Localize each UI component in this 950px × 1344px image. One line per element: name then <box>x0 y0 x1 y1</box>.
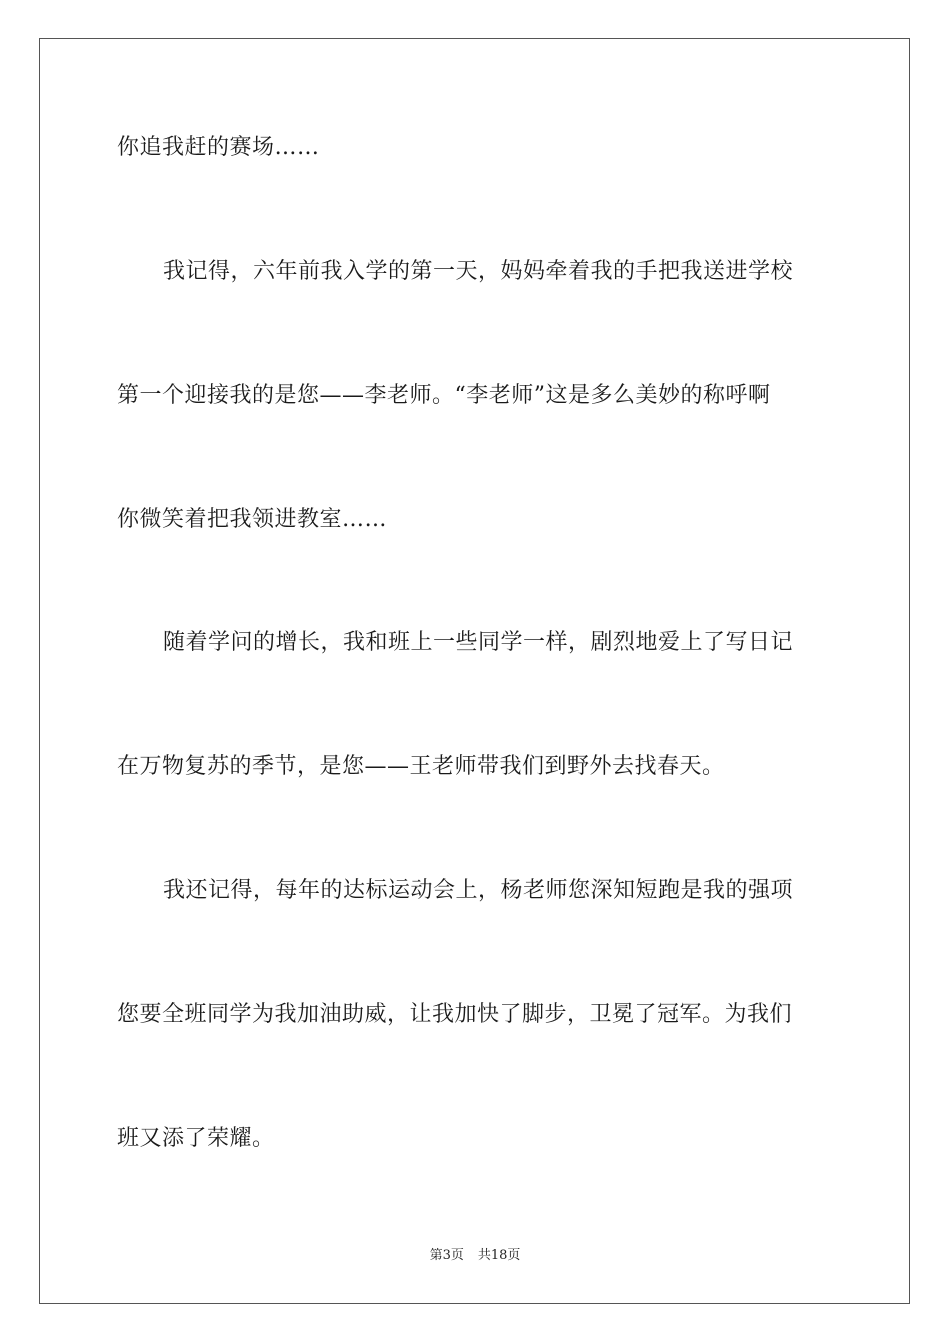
text-line-6: 在万物复苏的季节，是您——王老师带我们到野外去找春天。 <box>117 754 725 779</box>
text-line-1: 你追我赶的赛场…… <box>117 135 320 160</box>
text-line-3: 第一个迎接我的是您——李老师。“李老师”这是多么美妙的称呼啊 <box>117 383 771 408</box>
page-footer <box>0 1247 950 1265</box>
text-line-4: 你微笑着把我领进教室…… <box>117 507 388 532</box>
text-line-2: 我记得，六年前我入学的第一天，妈妈牵着我的手把我送进学校 <box>163 259 794 284</box>
text-line-7: 我还记得，每年的达标运动会上，杨老师您深知短跑是我的强项 <box>163 878 794 903</box>
page-border <box>39 38 910 1304</box>
text-line-9: 班又添了荣耀。 <box>117 1126 275 1151</box>
text-line-5: 随着学问的增长，我和班上一些同学一样，剧烈地爱上了写日记 <box>163 630 794 655</box>
page-number: 第3页 <box>429 1248 464 1263</box>
page-total: 共18页 <box>477 1248 521 1263</box>
text-line-8: 您要全班同学为我加油助威，让我加快了脚步，卫冕了冠军。为我们 <box>117 1002 793 1027</box>
